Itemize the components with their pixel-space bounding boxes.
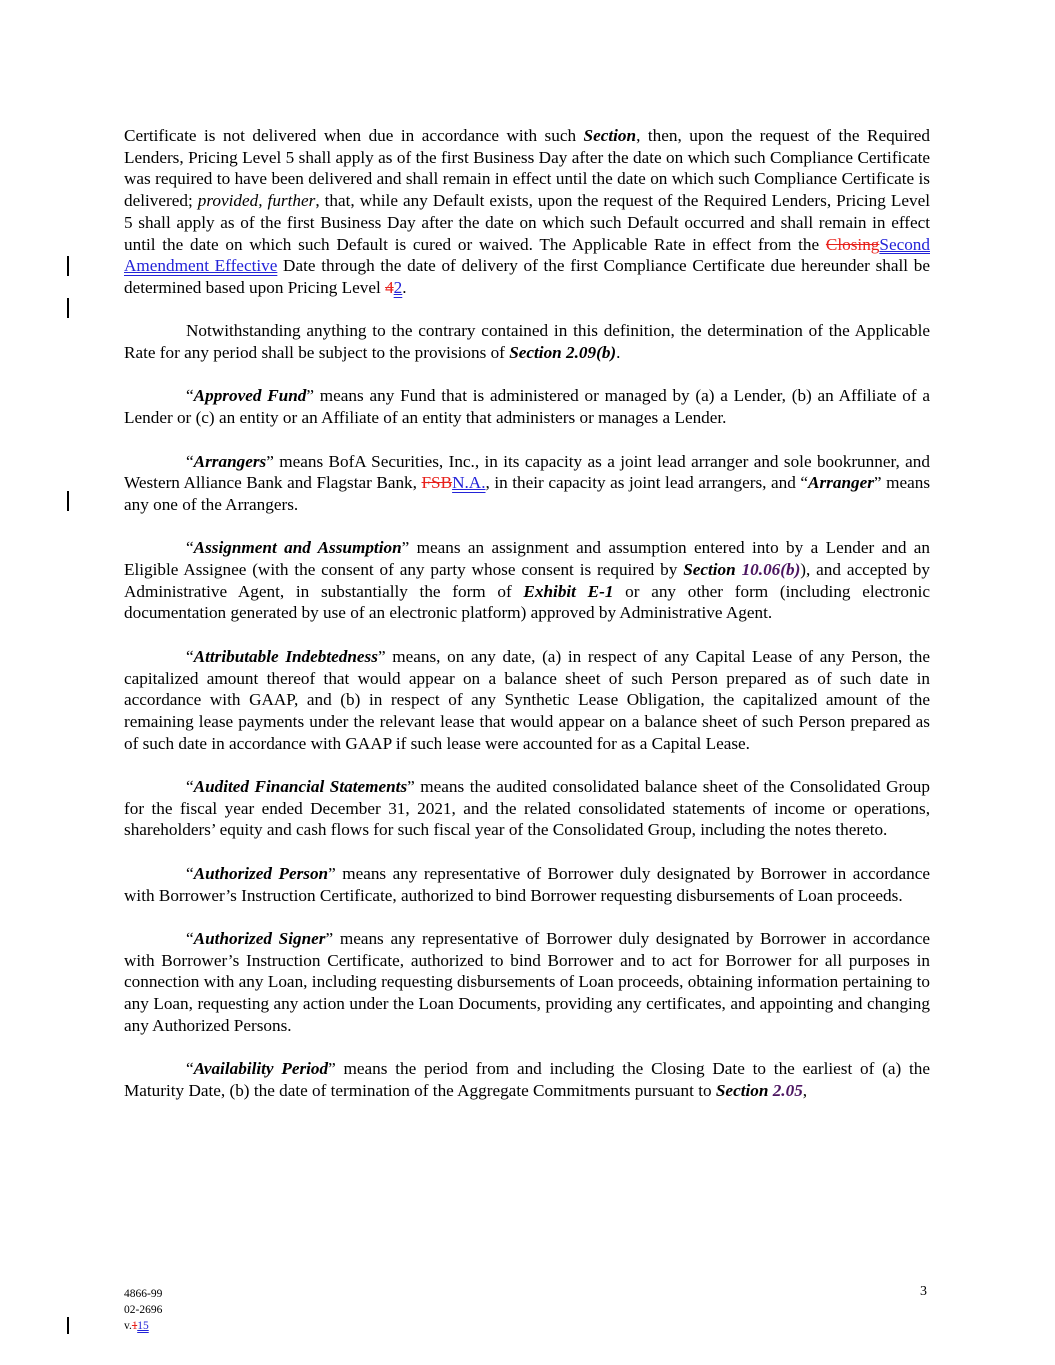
defined-term: Arrangers: [193, 451, 267, 471]
definition-arrangers: [124, 451, 930, 516]
text: or any other form (including electronic documentation generated by use of an electronic platform) approved by Administrative Agent.: [124, 581, 930, 623]
text: Date through the date of delivery of the first Compliance Certificate due hereunder shall be determined based upon Pricing Level: [124, 256, 930, 297]
text: ” means the audited consolidated balance sheet of the Consolidated Group for the fiscal year ended December 31, 2021, and the related consolidated statements of income or operations, shareholders’ equity and cash flows for such fiscal year of the Consolidated Group, including the notes thereto.: [124, 777, 930, 840]
definition-authorized-person: [124, 863, 930, 906]
change-bar: [67, 256, 69, 276]
text: ” means any representative of Borrower duly designated by Borrower in accordance with Borrower’s Instruction Certificate, authorized to bind Borrower requesting disbursements of Loan proceeds.: [124, 863, 930, 905]
text: ), and accepted by Administrative Agent, in substantially the form of: [124, 560, 930, 601]
deleted-text: 4: [385, 277, 394, 297]
quote: “: [186, 777, 194, 796]
definition-approved-fund: [124, 385, 930, 428]
definition-authorized-signer: [124, 928, 930, 1037]
text: , then, upon the request of the Required Lenders, Pricing Level 5 shall apply as of the first Business Day after the date on which such Compliance Certificate was required to have been delivered and shall remain in effect until the date on which such Compliance Certificate is delivered;: [124, 126, 930, 211]
doc-id-line-2: 02-2696: [124, 1304, 163, 1316]
defined-term: Availability Period: [193, 1059, 329, 1079]
section-reference-label: Section: [715, 1080, 773, 1100]
change-bar: [67, 491, 69, 511]
page-number: 3: [920, 1284, 927, 1299]
section-reference-label: Section: [683, 560, 742, 579]
document-id-footer: [124, 1286, 162, 1334]
quote: “: [186, 386, 194, 406]
definition-attributable-indebtedness: [124, 646, 930, 755]
defined-term: Assignment and Assumption: [193, 538, 402, 558]
italic-text: provided, further: [197, 191, 316, 211]
text: ” means any one of the Arrangers.: [124, 473, 931, 514]
inserted-version: 15: [137, 1320, 149, 1332]
inserted-text: 2: [393, 277, 403, 297]
text: ” means the period from and including the Closing Date to the earliest of (a) the Maturity Date, (b) the date of termination of the Aggregate Commitments pursuant to: [124, 1059, 931, 1100]
defined-term: Audited Financial Statements: [193, 777, 408, 796]
section-reference: Section 2.09(b): [509, 343, 617, 363]
exhibit-reference: Exhibit E-1: [523, 581, 614, 601]
defined-term: Arranger: [808, 473, 874, 493]
inserted-text: N.A.: [452, 473, 486, 493]
text: ” means, on any date, (a) in respect of any Capital Lease of any Person, the capitalized amount thereof that would appear on a balance sheet of such Person prepared as of such date in accordance with GAAP, and (b) in respect of any Synthetic Lease Obligation, the capitalized amount of the remaining lease payments under the relevant lease that would appear on a balance sheet of such Person prepared as of such date in accordance with GAAP if such lease were accounted for as a Capital Lease.: [124, 646, 931, 753]
paragraph-applicable-rate-continued: [124, 125, 930, 299]
text: .: [402, 277, 407, 297]
quote: “: [186, 1059, 194, 1079]
defined-term: Attributable Indebtedness: [193, 646, 378, 666]
quote: “: [186, 538, 194, 558]
text: ” means any representative of Borrower duly designated by Borrower in accordance with Borrower’s Instruction Certificate, authorized to bind Borrower and to act for Borrower for all purposes in connection with any Loan, including requesting disbursements of Loan proceeds, obtaining information pertaining to any Loan, requesting any action under the Loan Documents, providing any certificates, and appointing and changing any Authorized Persons.: [124, 928, 930, 1035]
document-body: [124, 125, 930, 1123]
definition-audited-financial-statements: [124, 776, 930, 841]
deleted-text: Closing: [825, 234, 880, 254]
text: ,: [802, 1080, 808, 1100]
doc-id-line-1: 4866-99: [124, 1288, 163, 1300]
text: , that, while any Default exists, upon the request of the Required Lenders, Pricing Level 5 shall apply as of the first Business Day after the date on which such Default occurred and shall remain in effect until the date on which such Default is cured or waived. The Applicable Rate in effect from the: [124, 191, 931, 254]
section-reference: Section: [583, 126, 637, 145]
defined-term: Approved Fund: [193, 386, 307, 406]
paragraph-notwithstanding: [124, 320, 930, 363]
definition-assignment-and-assumption: [124, 537, 930, 624]
defined-term: Authorized Person: [193, 863, 329, 883]
text: .: [616, 343, 621, 363]
definition-availability-period: [124, 1058, 930, 1101]
change-bar: [67, 298, 69, 318]
version-prefix: v.: [124, 1320, 132, 1332]
section-reference-link[interactable]: 10.06(b): [741, 560, 801, 579]
quote: “: [186, 863, 194, 883]
text: ” means any Fund that is administered or managed by (a) a Lender, (b) an Affiliate of a Lender or (c) an entity or an Affiliate of an entity that administers or manages a Lender.: [124, 386, 930, 428]
section-reference-link[interactable]: 2.05: [772, 1080, 803, 1100]
text: ” means an assignment and assumption entered into by a Lender and an Eligible Assignee (with the consent of any party whose consent is required by: [124, 538, 930, 579]
change-bar: [67, 1317, 69, 1334]
version-line: [124, 1318, 162, 1334]
inserted-text: Second Amendment Effective: [124, 234, 930, 276]
deleted-version: 1: [131, 1320, 138, 1332]
quote: “: [186, 928, 194, 948]
text: Notwithstanding anything to the contrary contained in this definition, the determination of the Applicable Rate for any period shall be subject to the provisions of: [124, 321, 930, 363]
quote: “: [186, 646, 194, 666]
text: ” means BofA Securities, Inc., in its capacity as a joint lead arranger and sole bookrunner, and Western Alliance Bank and Flagstar Bank,: [124, 451, 930, 493]
text: , in their capacity as joint lead arrangers, and “: [485, 473, 809, 493]
deleted-text: FSB: [421, 473, 453, 493]
text: Certificate is not delivered when due in accordance with such: [124, 126, 584, 145]
quote: “: [186, 451, 194, 471]
defined-term: Authorized Signer: [193, 928, 326, 948]
